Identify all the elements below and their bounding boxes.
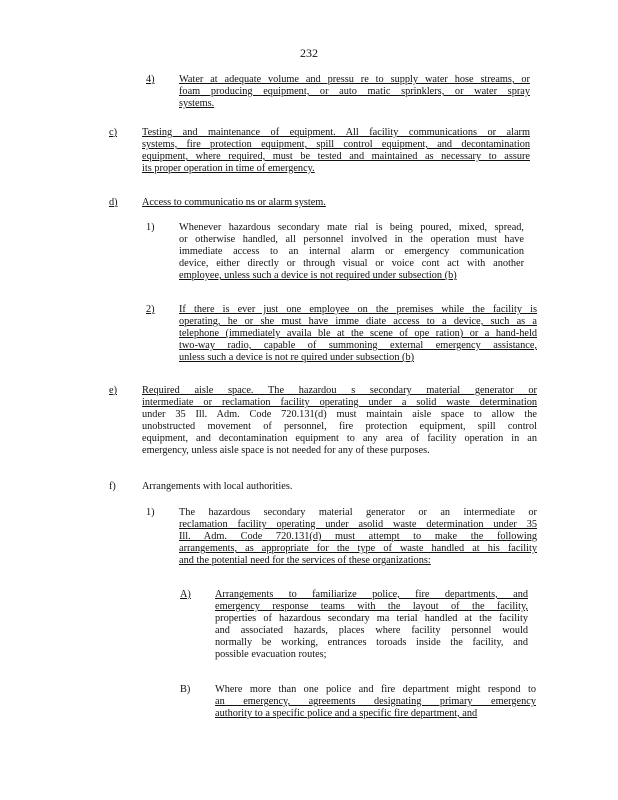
item-text [142,385,537,457]
text-line: Arrangements with local authorities. [142,481,293,492]
text-line: equipment, where required, must be tested and maintained as necessary to assure [142,151,530,162]
text-line: Arrangements to familiarize police, fire departments, and [215,589,528,600]
text-line: possible evacuation routes; [215,649,327,660]
text-line: emergency response teams with the layout of the facility, [215,601,528,612]
text-line: authority to a specific police and a specific fire department, and [215,708,478,719]
text-line: immediate access to an internal alarm or emergency communication [179,246,524,257]
text-line: device, either directly or through visual or voice cont act with another [179,258,524,269]
text-line: Ill. Adm. Code 720.131(d) must attempt to make the following [179,531,537,542]
text-line: intermediate or reclamation facility operating under a solid waste determination [142,397,537,408]
item-marker: f) [109,481,116,492]
text-line: The hazardous secondary material generator or an intermediate or [179,507,537,518]
item-text [142,197,362,209]
item-marker: 1) [146,222,155,233]
item-marker: d) [109,197,118,208]
text-line: Where more than one police and fire department might respond to [215,684,536,695]
text-line: employee, unless such a device is not required under subsection (b) [179,270,457,281]
item-marker: 4) [146,74,155,85]
page-number: 232 [300,46,318,60]
text-line: an emergency, agreements designating primary emergency [215,696,536,707]
text-line: Whenever hazardous secondary mate rial is being poured, mixed, spread, [179,222,524,233]
item-text [142,127,530,175]
item-text [215,684,536,720]
item-marker: 2) [146,304,155,315]
text-line: emergency, unless aisle space is not needed for any of these purposes. [142,445,430,456]
text-line: Required aisle space. The hazardou s secondary material generator or [142,385,537,396]
item-marker: B) [180,684,191,695]
text-line: Testing and maintenance of equipment. All facility communications or alarm [142,127,530,138]
text-line: and associated hazards, places where facility personnel would [215,625,528,636]
text-line: its proper operation in time of emergency. [142,163,315,174]
item-text [215,589,528,661]
item-text [179,304,537,364]
text-line: or otherwise handled, all personnel involved in the operation must have [179,234,524,245]
text-line: unobstructed movement of personnel, fire protection equipment, spill control [142,421,537,432]
text-line: under 35 Ill. Adm. Code 720.131(d) must maintain aisle space to allow the [142,409,537,420]
text-line: Water at adequate volume and pressu re to supply water hose streams, or [179,74,530,85]
text-line: properties of hazardous secondary ma terial handled at the facility [215,613,528,624]
item-marker: e) [109,385,117,396]
text-line: reclamation facility operating under asolid waste determination under 35 [179,519,537,530]
text-line: two-way radio, capable of summoning external emergency assistance, [179,340,537,351]
text-line: systems. [179,98,215,109]
item-text [179,507,537,567]
text-line: normally be working, entrances toroads inside the facility, and [215,637,528,648]
text-line: telephone (immediately availa ble at the scene of ope ration) or a hand-held [179,328,537,339]
text-line: foam producing equipment, or auto matic sprinklers, or water spray [179,86,530,97]
text-line: operating, he or she must have imme diate access to a device, such as a [179,316,537,327]
text-line: equipment, and decontamination equipment to any area of facility operation in an [142,433,537,444]
item-marker: A) [180,589,191,600]
text-line: unless such a device is not re quired under subsection (b) [179,352,415,363]
item-marker: c) [109,127,117,138]
text-line: Access to communicatio ns or alarm system. [142,197,326,208]
item-text [179,222,524,282]
item-marker: 1) [146,507,155,518]
item-text [179,74,530,110]
text-line: arrangements, as appropriate for the type of waste handled at his facility [179,543,537,554]
text-line: systems, fire protection equipment, spill control equipment, and decontamination [142,139,530,150]
item-text [142,481,342,493]
text-line: If there is ever just one employee on the premises while the facility is [179,304,537,315]
text-line: and the potential need for the services of these organizations: [179,555,431,566]
